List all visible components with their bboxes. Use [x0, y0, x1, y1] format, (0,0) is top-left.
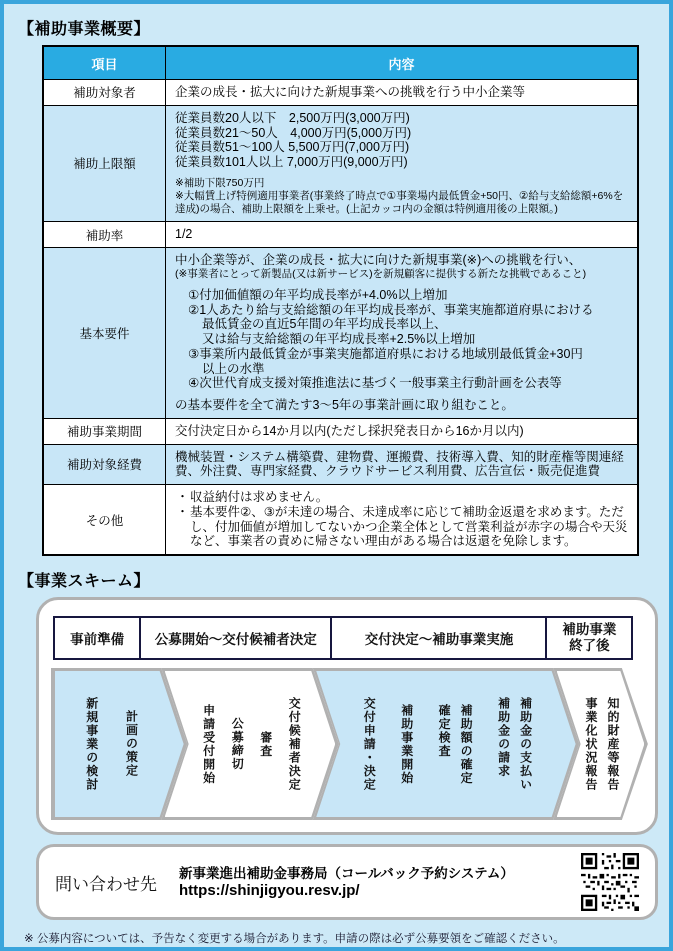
spec-line: 以上の水準	[202, 361, 265, 376]
flow-step: 補助額の確定	[459, 703, 474, 785]
phase-label: 補助事業終了後	[562, 622, 617, 653]
spec-item-content	[166, 247, 639, 418]
spec-row	[43, 80, 638, 106]
phase-header-4	[545, 616, 633, 660]
spec-line: ④次世代育成支援対策推進法に基づく一般事業主行動計画を公表等	[188, 376, 562, 391]
flow-step: 補助金の支払い	[518, 696, 533, 792]
contact-label: 問い合わせ先	[55, 874, 157, 894]
bullet-marker: ・	[176, 490, 189, 504]
flow-step: 補助金の請求	[496, 696, 511, 778]
overview-table	[42, 45, 639, 556]
table-header-row	[43, 46, 638, 80]
flow-step-group	[583, 697, 622, 792]
spec-item-content	[166, 105, 639, 221]
spec-item-label: 基本要件	[43, 247, 166, 418]
spec-item-content	[166, 222, 639, 248]
spec-line: ※補助下限750万円	[175, 176, 265, 189]
spec-line: 中小企業等が、企業の成長・拡大に向けた新規事業(※)への挑戦を行い、	[175, 252, 582, 267]
spec-line: ③事業所内最低賃金が事業実施都道府県における地域別最低賃金+30円	[188, 346, 583, 361]
spec-line: 従業員数101人以上 7,000万円(9,000万円)	[175, 155, 408, 169]
contact-info	[179, 865, 571, 900]
flow-step-group	[436, 704, 475, 785]
contact-url: https://shinjigyou.resv.jp/	[179, 882, 360, 900]
spec-row	[43, 444, 638, 485]
phase-header-3	[330, 616, 548, 660]
flow-step-group	[286, 697, 303, 792]
spec-item-content	[166, 418, 639, 444]
flow-step: 申請受付開始	[201, 703, 216, 785]
bullet-marker: ・	[176, 504, 189, 519]
spec-line: 企業の成長・拡大に向けた新規事業への挑戦を行う中小企業等	[175, 85, 526, 99]
phase-header-2	[139, 616, 333, 660]
spec-line: 従業員数51～100人 5,500万円(7,000万円)	[175, 140, 410, 155]
phase-header-row	[53, 616, 641, 660]
flow-step-group	[361, 697, 378, 792]
column-header-content: 内容	[166, 46, 639, 80]
spec-line: の基本要件を全て満たす3～5年の事業計画に取り組むこと。	[175, 398, 514, 412]
chevron-steps	[189, 668, 315, 820]
footer-note: ※ 公募内容については、予告なく変更する場合があります。申請の際は必ず公募要領をご確認ください。	[24, 933, 565, 945]
spec-line: 従業員数20人以下 2,500万円(3,000万円)	[175, 110, 410, 125]
spec-item-label: 補助率	[43, 222, 166, 248]
spec-line	[175, 505, 628, 549]
spec-item-label: 補助上限額	[43, 105, 166, 221]
flow-step-group	[84, 697, 101, 792]
spec-item-content	[166, 80, 639, 106]
flow-step: 補助事業開始	[399, 703, 414, 785]
spec-line: ※大幅賃上げ特例適用事業者(事業終了時点で①事業場内最低賃金+50円、②給与支給総額+6%を達成)の場合、補助上限額を上乗せ。(上記カッコ内の金額は特例適用後の上限額。)	[175, 189, 624, 215]
spec-item-label: 補助対象者	[43, 80, 166, 106]
spec-line: 機械装置・システム構築費、建物費、運搬費、技術導入費、知的財産権等関連経費、外注費、専門家経費、クラウドサービス利用費、広告宣伝・販売促進費	[175, 449, 624, 479]
phase-label: 公募開始～交付候補者決定	[154, 632, 317, 647]
chevron-steps	[341, 668, 555, 820]
spec-item-content	[166, 485, 639, 556]
phase-header-1	[53, 616, 141, 660]
phase-label: 事前準備	[70, 632, 125, 647]
spec-row	[43, 105, 638, 221]
flow-step-group	[258, 731, 275, 758]
spec-line: 交付決定日から14か月以内(ただし採択発表日から16か月以内)	[175, 423, 524, 438]
spec-item-label: 補助事業期間	[43, 418, 166, 444]
flow-step-group	[496, 697, 535, 792]
spec-item-content	[166, 444, 639, 485]
spec-line: (※事業者にとって新製品(又は新サービス)を新規顧客に提供する新たな挑戦であること)	[175, 267, 587, 280]
spec-line: 最低賃金の直近5年間の年平均成長率以上、	[202, 317, 447, 332]
contact-box	[36, 844, 658, 920]
flow-chevron-3	[313, 668, 579, 820]
spec-row	[43, 485, 638, 556]
scheme-title: 【事業スキーム】	[18, 573, 151, 590]
flow-step: 交付候補者決定	[287, 696, 302, 792]
chevron-steps	[61, 668, 163, 820]
overview-title: 【補助事業概要】	[18, 21, 151, 38]
flow-step-group	[201, 704, 218, 785]
flow-step-group	[229, 717, 246, 771]
flow-step: 新規事業の検討	[84, 696, 99, 792]
flow-step: 計画の策定	[124, 710, 139, 778]
flow-step-group	[123, 710, 140, 778]
phase-label: 交付決定～補助事業実施	[364, 632, 514, 647]
spec-row	[43, 222, 638, 248]
flow-step: 事業化状況報告	[584, 696, 598, 792]
spec-item-label: その他	[43, 485, 166, 556]
spec-item-label: 補助対象経費	[43, 444, 166, 485]
flow-step: 交付申請・決定	[362, 696, 377, 792]
spec-row	[43, 247, 638, 418]
flow-step: 公募締切	[230, 717, 245, 771]
spec-row	[43, 418, 638, 444]
contact-office-name: 新事業進出補助金事務局（コールバック予約システム）	[179, 865, 514, 881]
chevron-steps	[581, 668, 624, 820]
column-header-item: 項目	[43, 46, 166, 80]
spec-line: ①付加価値額の年平均成長率が+4.0%以上増加	[188, 287, 448, 302]
spec-line: 1/2	[175, 227, 193, 242]
bullet-text: 収益納付は求めません。	[190, 490, 329, 504]
spec-line: 従業員数21～50人 4,000万円(5,000万円)	[175, 125, 412, 140]
flow-step: 審査	[258, 730, 273, 758]
scheme-container	[36, 597, 658, 835]
spec-line: ②1人あたり給与支給総額の年平均成長率が、事業実施都道府県における	[188, 302, 594, 317]
flow-step: 知的財産等報告	[606, 696, 620, 792]
flow-step-group	[399, 704, 416, 785]
flow-step: 確定検査	[437, 703, 452, 758]
process-flow	[51, 668, 643, 820]
flow-chevron-4	[553, 668, 648, 820]
spec-line: 又は給与支給総額の年平均成長率+2.5%以上増加	[202, 332, 476, 346]
qr-code-icon	[581, 853, 639, 911]
bullet-text: 基本要件②、③が未達の場合、未達成率に応じて補助金返還を求めます。ただし、付加価値が増加してないかつ企業全体として営業利益が赤字の場合や天災など、事業者の責めに帰さない理由がある場合は返還を免除します。	[190, 504, 628, 549]
spec-line	[175, 490, 628, 505]
